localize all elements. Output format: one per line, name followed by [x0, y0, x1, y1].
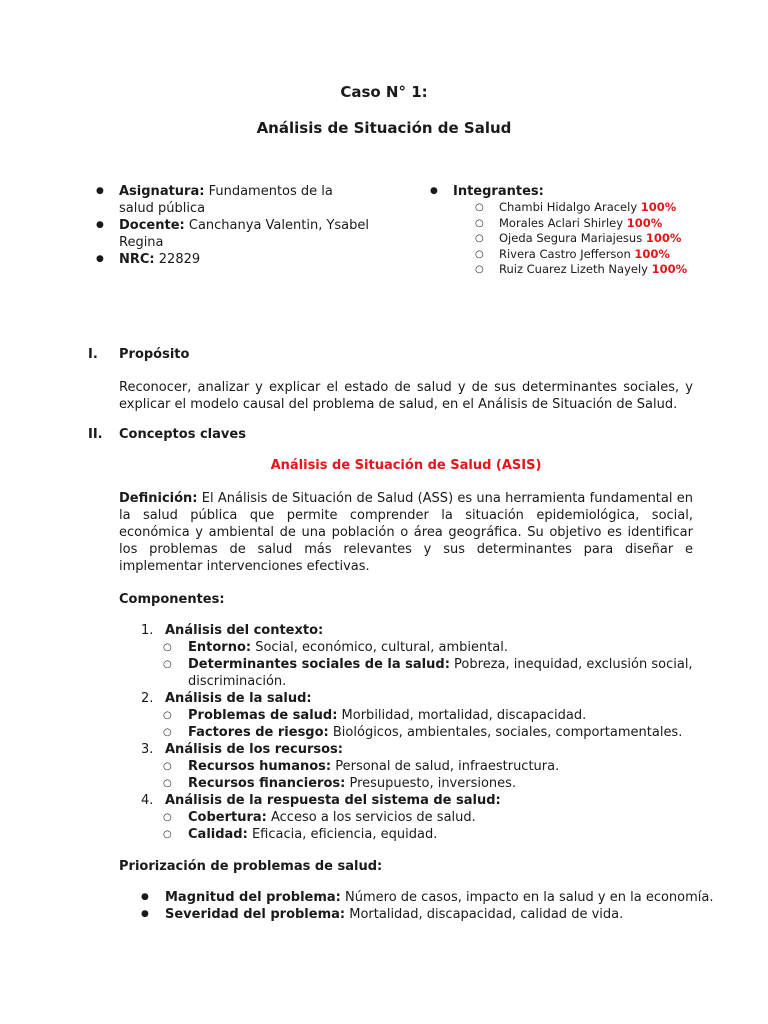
components-list [141, 622, 701, 843]
component-sub-item: ○ Recursos humanos: Personal de salud, infraestructura. [141, 758, 701, 775]
info-item-nrc: ● NRC: 22829 [96, 251, 371, 268]
priority-item: ● Severidad del problema: Mortalidad, discapacidad, calidad de vida. [141, 906, 721, 923]
priority-label: Priorización de problemas de salud: [119, 859, 383, 874]
component-sub-item: ○ Determinantes sociales de la salud: Pobreza, inequidad, exclusión social, discriminación. [141, 656, 701, 690]
component-sub-item: ○ Entorno: Social, económico, cultural, ambiental. [141, 639, 701, 656]
member-item: ○ Morales Aclari Shirley 100% [430, 216, 730, 232]
component-sub-item: ○ Cobertura: Acceso a los servicios de salud. [141, 809, 701, 826]
proposito-paragraph: Reconocer, analizar y explicar el estado de salud y de sus determinantes sociales, y explicar el modelo causal del problema de salud, en el Análisis de Situación de Salud. [119, 380, 693, 412]
component-item: 1. Análisis del contexto: [141, 623, 324, 638]
info-list [96, 183, 371, 268]
member-item: ○ Ruiz Cuarez Lizeth Nayely 100% [430, 262, 730, 278]
member-item: ○ Rivera Castro Jefferson 100% [430, 247, 730, 263]
component-item: 2. Análisis de la salud: [141, 691, 312, 706]
component-item: 4. Análisis de la respuesta del sistema de salud: [141, 793, 501, 808]
component-sub-item: ○ Problemas de salud: Morbilidad, mortalidad, discapacidad. [141, 707, 701, 724]
asis-heading: Análisis de Situación de Salud (ASIS) [270, 458, 542, 473]
definition-paragraph: Definición: El Análisis de Situación de Salud (ASS) es una herramienta fundamental en la salud pública que permite comprender la situación epidemiológica, social, económica y ambiental de una población o área geográfica. Su objetivo es identificar los problemas de salud más relevantes y sus determinantes para diseñar e implementar intervenciones efectivas. [119, 491, 693, 574]
case-title: Caso N° 1: [340, 83, 428, 101]
section-heading-conceptos: II. Conceptos claves [88, 427, 246, 442]
info-item-asignatura: ● Asignatura: Fundamentos de la salud pública [96, 183, 371, 217]
members-label: ● Integrantes: [430, 183, 730, 200]
priority-item: ● Magnitud del problema: Número de casos, impacto en la salud y en la economía. [141, 889, 721, 906]
document-subtitle: Análisis de Situación de Salud [256, 119, 512, 137]
component-sub-item: ○ Calidad: Eficacia, eficiencia, equidad. [141, 826, 701, 843]
components-label: Componentes: [119, 592, 225, 607]
member-item: ○ Chambi Hidalgo Aracely 100% [430, 200, 730, 216]
priority-list [141, 889, 721, 923]
info-item-docente: ● Docente: Canchanya Valentin, Ysabel Regina [96, 217, 371, 251]
component-sub-item: ○ Factores de riesgo: Biológicos, ambientales, sociales, comportamentales. [141, 724, 701, 741]
section-heading-proposito: I. Propósito [88, 347, 190, 362]
component-item: 3. Análisis de los recursos: [141, 742, 343, 757]
component-sub-item: ○ Recursos financieros: Presupuesto, inversiones. [141, 775, 701, 792]
members-list [430, 183, 730, 278]
member-item: ○ Ojeda Segura Mariajesus 100% [430, 231, 730, 247]
